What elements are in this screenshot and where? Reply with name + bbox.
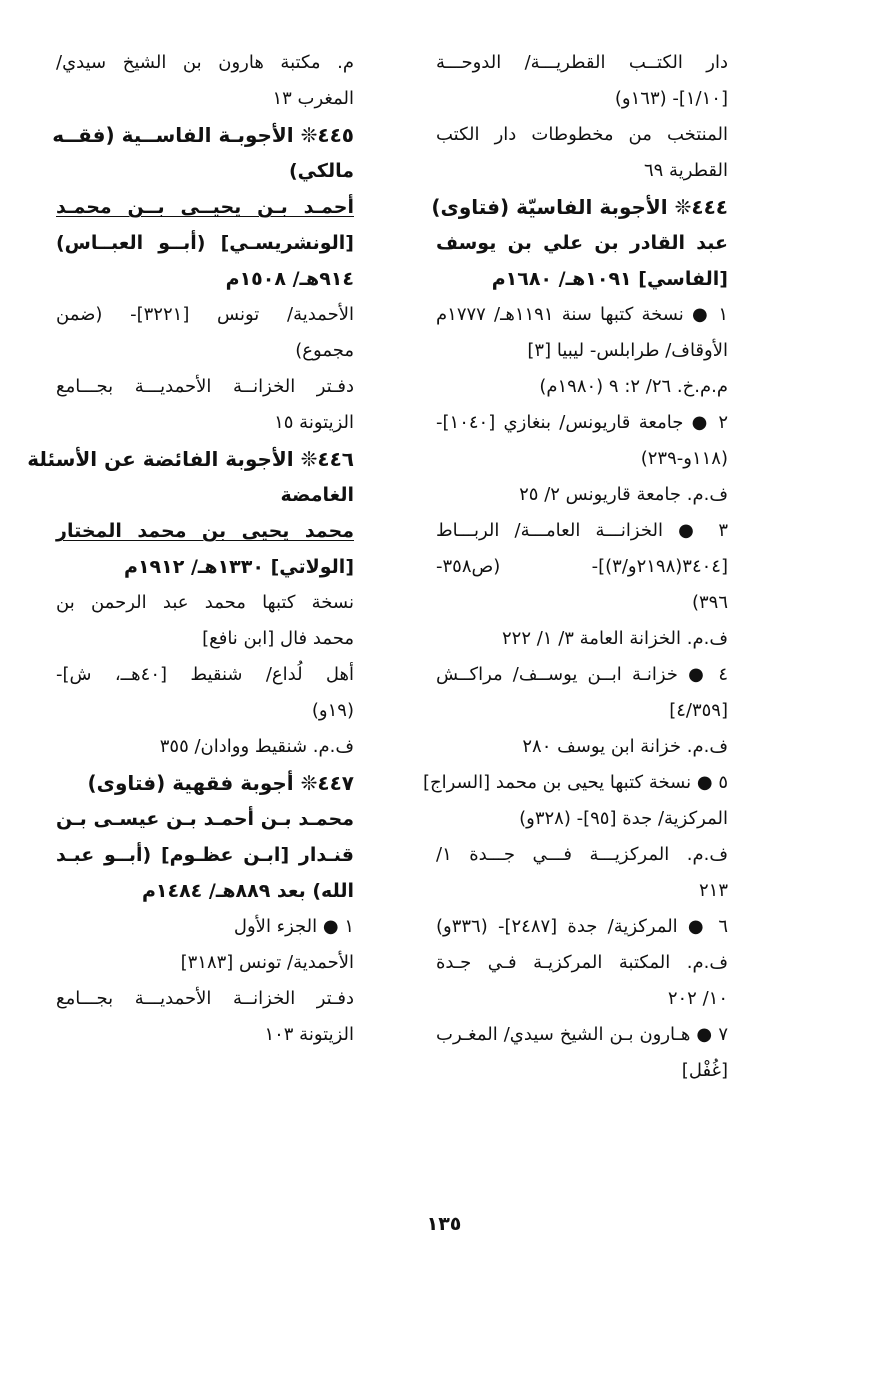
text-line: محمـد بـن أحمـد بـن عيسـى بـن [56,808,354,830]
text-line: عبد القادر بن علي بن يوسف [436,232,728,254]
text-line: دار الكتــب القطريـــة/ الدوحـــة [436,52,728,73]
text-line: [الونشريسـي] (أبــو العبــاس) [56,232,354,254]
text-line: ف.م. الخزانة العامة ٣/ ١/ ٢٢٢ [501,628,728,649]
text-line: ٩١٤هـ/ ١٥٠٨م [225,268,354,290]
text-line: (١١٨و-٢٣٩) [640,448,728,469]
entry-heading: ٤٤٧❊ أجوبة فقهية (فتاوى) [87,771,354,795]
text-line: دفـتر الخزانــة الأحمديـــة بجـــامع [56,988,354,1009]
text-line: مالكي) [289,160,354,182]
text-line: ٥ ● نسخة كتبها يحيى بن محمد [السراج] [422,772,728,793]
text-line: [غُفْل] [681,1060,728,1081]
text-line: (١٩و) [311,700,354,721]
text-line: ٣٩٦) [691,592,728,613]
text-line: ٢ ● جامعة قاريونس/ بنغازي [١٠٤٠]- [436,412,728,433]
text-line: ١٠/ ٢٠٢ [667,988,728,1009]
text-line: الزيتونة ١٠٣ [264,1024,354,1045]
text-line: قنـدار [ابـن عظـوم] (أبــو عبـد [56,844,354,866]
text-line: محمد يحيى بن محمد المختار [56,520,354,542]
text-line: [الولاتي] ١٣٣٠هـ/ ١٩١٢م [124,556,354,578]
text-line: [٤/٣٥٩] [669,700,728,721]
text-line: المركزية/ جدة [٩٥]- (٣٢٨و) [519,808,728,829]
entry-heading: ٤٤٤❊ الأجوبة الفاسيّة (فتاوى) [431,195,728,219]
text-line: ف.م. شنقيط ووادان/ ٣٥٥ [159,736,354,757]
text-line: الأحمدية/ تونس [٣١٨٣] [180,952,354,973]
entry-heading: ٤٤٦❊ الأجوبة الفائضة عن الأسئلة [27,447,354,471]
right-column [422,48,729,1092]
text-line: الله) بعد ٨٨٩هـ/ ١٤٨٤م [141,880,354,902]
text-line: ف.م. المركزيـــة فـــي جـــدة ١/ [436,844,728,865]
text-line: ف.م. خزانة ابن يوسف ٢٨٠ [522,736,728,757]
text-line: ف.م. جامعة قاريونس ٢/ ٢٥ [519,484,728,505]
text-line: القطرية ٦٩ [643,160,728,181]
text-line: ١ ● نسخة كتبها سنة ١١٩١هـ/ ١٧٧٧م [436,304,728,325]
text-line: محمد فال [ابن نافع] [202,628,354,649]
text-line: أحمـد بـن يحيــى بــن محمـد [56,196,354,218]
text-line: ٧ ● هـارون بـن الشيخ سيدي/ المغـرب [436,1024,728,1045]
text-line: المنتخب من مخطوطات دار الكتب [436,124,728,145]
text-line: ٣ ● الخزانـــة العامـــة/ الربـــاط [436,520,728,541]
text-line: [الفاسي] ١٠٩١هـ/ ١٦٨٠م [491,268,728,290]
left-column [27,48,355,1056]
text-line: ٢١٣ [698,880,728,901]
text-line: مجموع) [295,340,354,361]
entry-heading: ٤٤٥❊ الأجوبـة الفاســية (فقــه [52,123,354,147]
text-line: نسخة كتبها محمد عبد الرحمن بن [56,592,354,613]
text-line: الأحمدية/ تونس [٣٢٢١]- (ضمن [56,304,354,325]
text-line: دفـتر الخزانــة الأحمديـــة بجـــامع [56,376,354,397]
text-line: الغامضة [280,484,354,506]
text-line: ٤ ● خزانـة ابــن يوســف/ مراكــش [436,664,728,685]
text-line: [١/١٠]- (١٦٣و) [614,88,728,109]
text-line: المغرب ١٣ [272,88,354,109]
text-line: [٣٤٠٤(٢١٩٨و/٣)]- (ص٣٥٨- [436,556,728,577]
page-number: ١٣٥ [426,1213,462,1235]
text-line: ١ ● الجزء الأول [233,916,354,937]
text-line: ف.م. المكتبة المركزيـة فـي جـدة [436,952,728,973]
text-line: الأوقاف/ طرابلس- ليبيا [٣] [527,340,728,361]
text-line: م. مكتبة هارون بن الشيخ سيدي/ [56,52,354,73]
text-line: الزيتونة ١٥ [274,412,354,433]
text-line: م.م.خ. ٢٦/ ٢: ٩ (١٩٨٠م) [539,376,728,397]
text-line: أهل لُداع/ شنقيط [٤٠هــ، ش]- [56,664,355,685]
text-line: ٦ ● المركزية/ جدة [٢٤٨٧]- (٣٣٦و) [436,916,729,937]
